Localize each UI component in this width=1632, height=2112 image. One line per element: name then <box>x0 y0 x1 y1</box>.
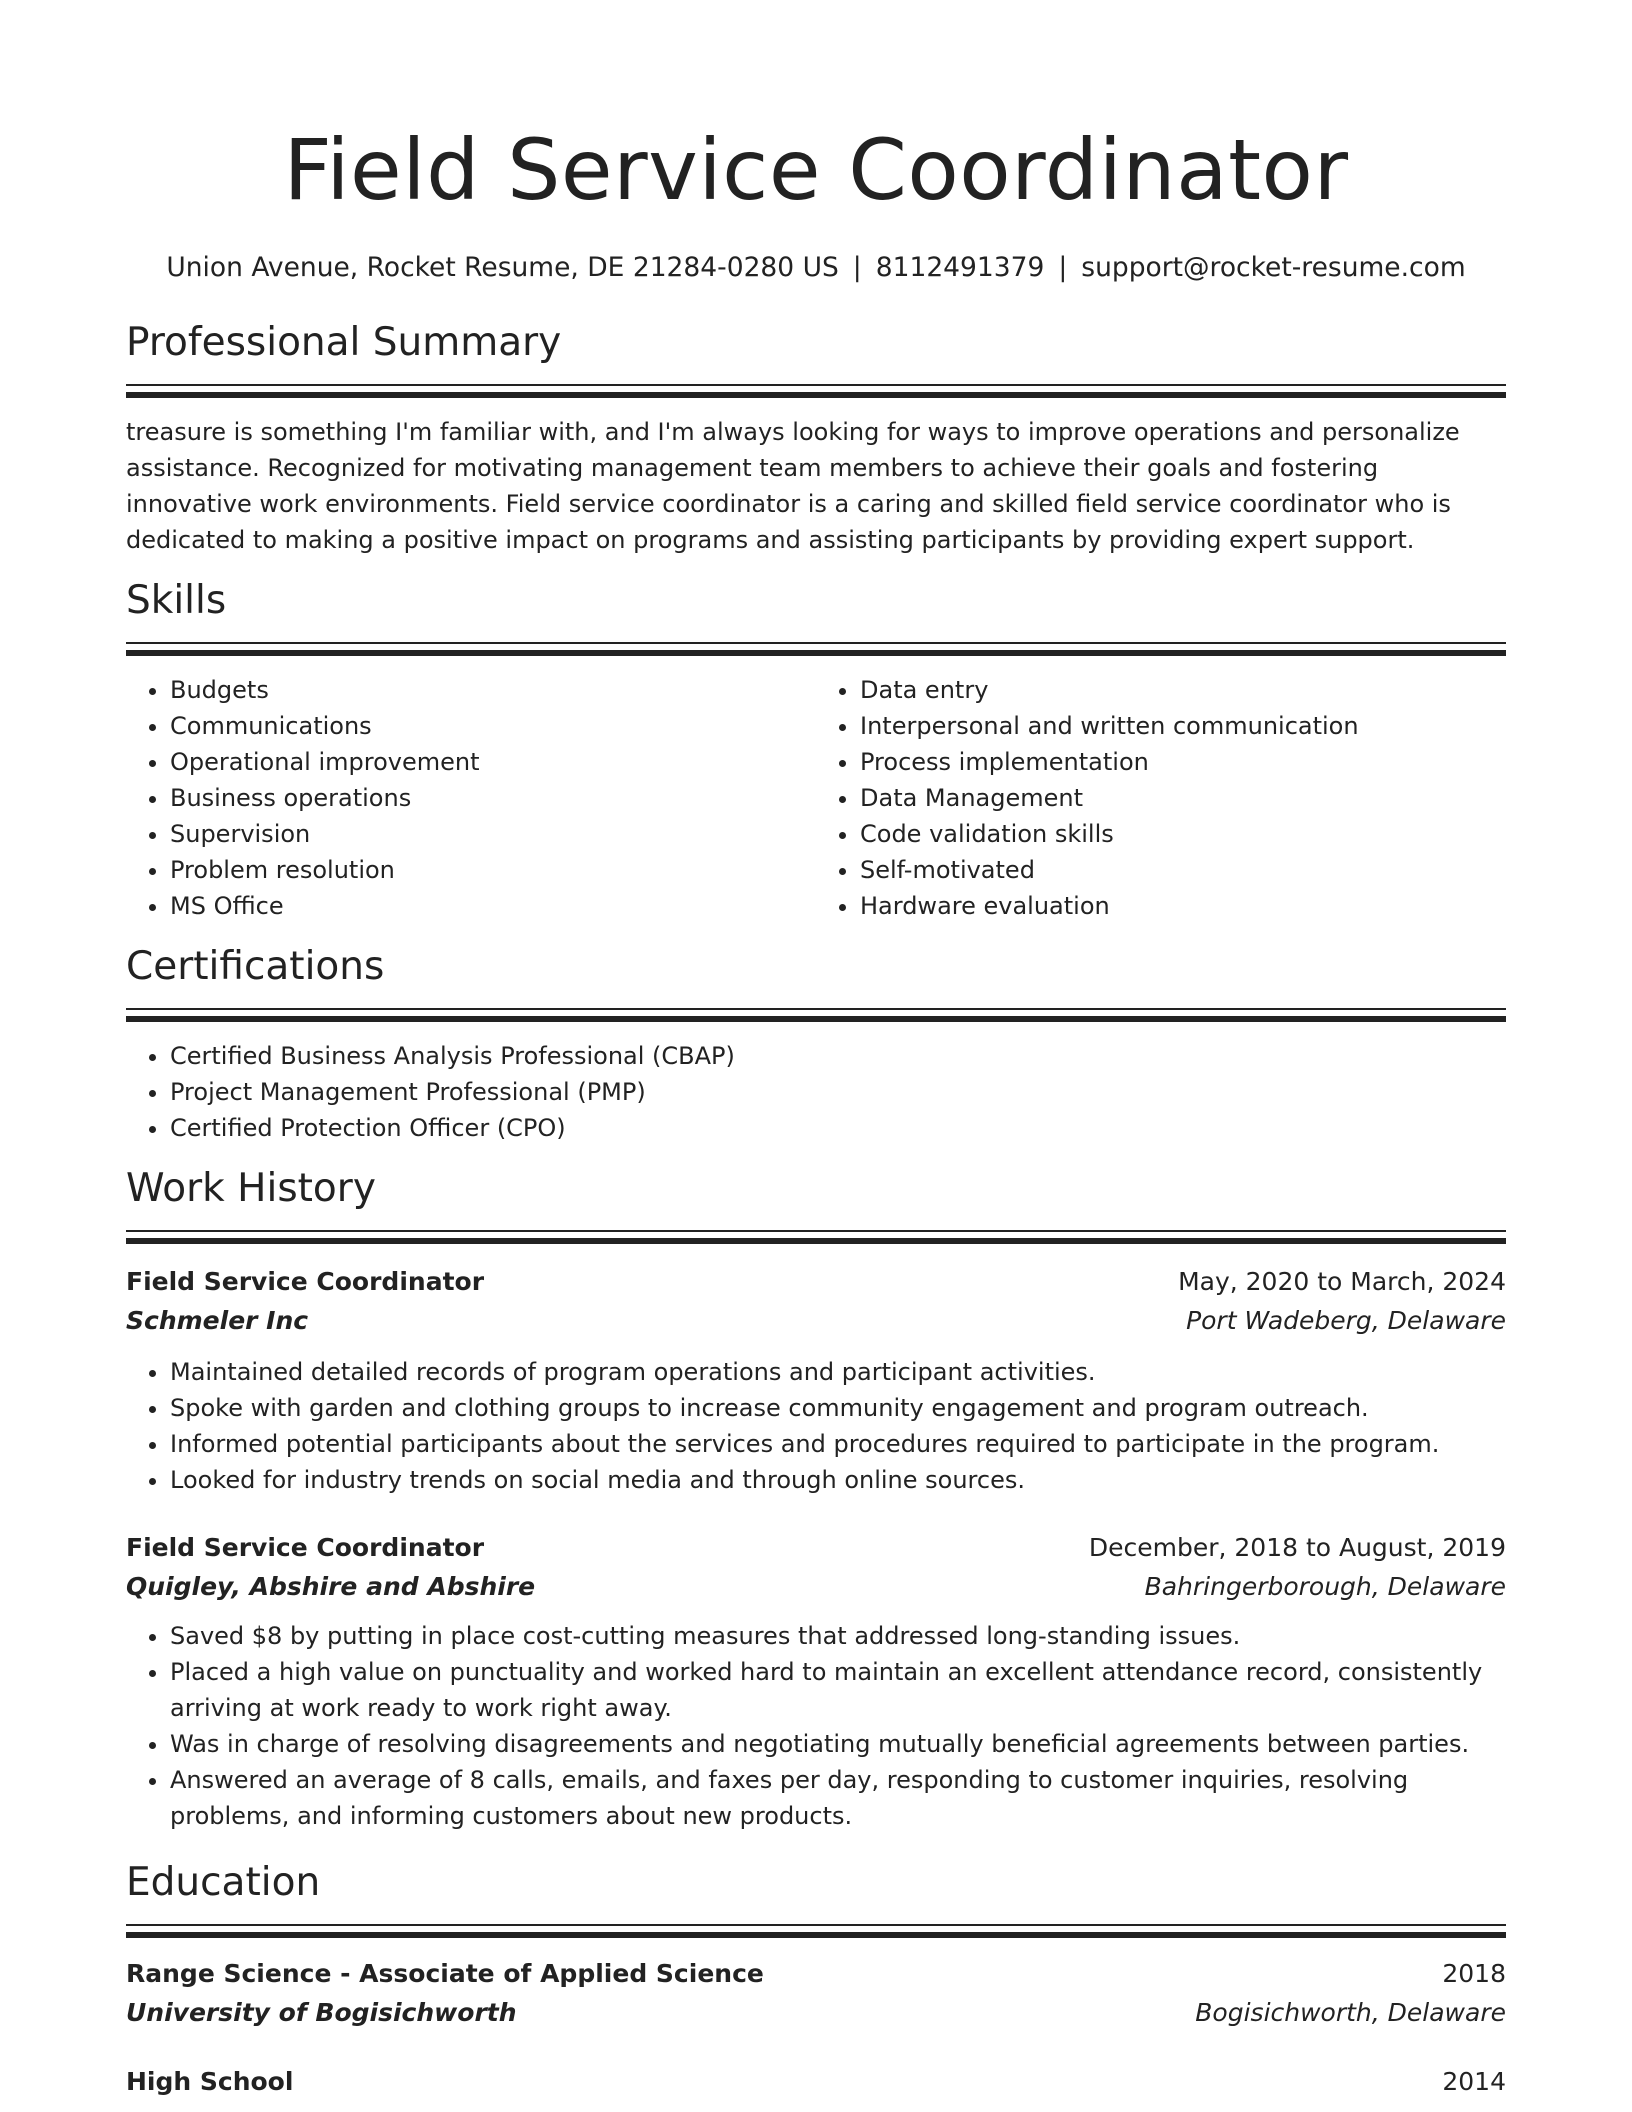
education-entry <box>126 1954 1506 2032</box>
skill-item: • Data Management <box>860 780 1506 816</box>
contact-separator: | <box>852 252 862 283</box>
job-duty: • Answered an average of 8 calls, emails, and faxes per day, responding to customer inquiries, resolving problems, and informing customers about new products. <box>170 1762 1506 1834</box>
certification-item: • Project Management Professional (PMP) <box>170 1074 1506 1110</box>
job-header <box>126 1262 1506 1301</box>
section-title-work-history: Work History <box>126 1166 376 1211</box>
skill-item: • Business operations <box>170 780 816 816</box>
certification-item: • Certified Protection Officer (CPO) <box>170 1110 1506 1146</box>
education-degree: Range Science - Associate of Applied Science <box>126 1959 764 1988</box>
section-divider <box>126 1924 1506 1938</box>
certifications-list <box>126 1038 1506 1146</box>
education-year: 2018 <box>1442 1959 1506 1988</box>
contact-separator: | <box>1058 252 1068 283</box>
job-company: Schmeler Inc <box>126 1306 309 1335</box>
job-dates: May, 2020 to March, 2024 <box>1178 1267 1506 1296</box>
job-duties <box>126 1618 1506 1834</box>
section-divider <box>126 642 1506 656</box>
skills-section <box>126 576 1506 924</box>
section-divider <box>126 384 1506 398</box>
skills-columns <box>126 656 1506 924</box>
job-dates: December, 2018 to August, 2019 <box>1088 1533 1506 1562</box>
skill-item: • Data entry <box>860 672 1506 708</box>
summary-section <box>126 318 1506 558</box>
skill-item: • Process implementation <box>860 744 1506 780</box>
education-subheader <box>126 1993 1506 2032</box>
skill-item: • MS Office <box>170 888 816 924</box>
education-header <box>126 2062 1506 2101</box>
section-divider <box>126 1008 1506 1022</box>
certification-item: • Certified Business Analysis Professional (CBAP) <box>170 1038 1506 1074</box>
job-subheader <box>126 1567 1506 1606</box>
job-duty: • Placed a high value on punctuality and worked hard to maintain an excellent attendance record, consistently arriving at work ready to work right away. <box>170 1654 1506 1726</box>
job-subheader <box>126 1301 1506 1340</box>
job-duty: • Maintained detailed records of program operations and participant activities. <box>170 1354 1506 1390</box>
section-divider <box>126 1230 1506 1244</box>
skill-item: • Operational improvement <box>170 744 816 780</box>
education-school: University of Bogisichworth <box>126 1998 517 2027</box>
skill-item: • Code validation skills <box>860 816 1506 852</box>
skill-item: • Self-motivated <box>860 852 1506 888</box>
skill-item: • Supervision <box>170 816 816 852</box>
contact-phone: 8112491379 <box>875 252 1045 283</box>
job-duty: • Spoke with garden and clothing groups to increase community engagement and program outreach. <box>170 1390 1506 1426</box>
contact-address: Union Avenue, Rocket Resume, DE 21284-0280 US <box>166 252 839 283</box>
job-entry <box>126 1262 1506 1498</box>
job-location: Port Wadeberg, Delaware <box>1186 1306 1506 1335</box>
job-duty: • Informed potential participants about the services and procedures required to participate in the program. <box>170 1426 1506 1462</box>
skills-list-left <box>126 672 816 924</box>
contact-email: support@rocket-resume.com <box>1081 252 1466 283</box>
section-title-education: Education <box>126 1860 321 1905</box>
job-title: Field Service Coordinator <box>126 1267 485 1296</box>
section-title-skills: Skills <box>126 578 227 623</box>
section-title-summary: Professional Summary <box>126 320 562 365</box>
job-company: Quigley, Abshire and Abshire <box>126 1572 536 1601</box>
job-duty: • Saved $8 by putting in place cost-cutting measures that addressed long-standing issues. <box>170 1618 1506 1654</box>
work-history-section <box>126 1164 1506 1834</box>
section-title-certifications: Certifications <box>126 944 385 989</box>
job-duty: • Was in charge of resolving disagreements and negotiating mutually beneficial agreements between parties. <box>170 1726 1506 1762</box>
education-entry <box>126 2062 1506 2101</box>
job-header <box>126 1528 1506 1567</box>
job-title: Field Service Coordinator <box>126 1533 485 1562</box>
skill-item: • Interpersonal and written communication <box>860 708 1506 744</box>
skills-list-right <box>816 672 1506 924</box>
summary-text: treasure is something I'm familiar with, and I'm always looking for ways to improve operations and personalize assistance. Recognized for motivating management team members to achieve their goals and fostering innovative work environments. Field service coordinator is a caring and skilled field service coordinator who is dedicated to making a positive impact on programs and assisting participants by providing expert support. <box>126 418 1460 554</box>
contact-line <box>126 250 1506 286</box>
job-entry <box>126 1528 1506 1834</box>
certifications-section <box>126 942 1506 1146</box>
candidate-name: Field Service Coordinator <box>283 121 1349 219</box>
job-duty: • Looked for industry trends on social media and through online sources. <box>170 1462 1506 1498</box>
education-header <box>126 1954 1506 1993</box>
education-location: Bogisichworth, Delaware <box>1195 1998 1506 2027</box>
skill-item: • Hardware evaluation <box>860 888 1506 924</box>
skill-item: • Budgets <box>170 672 816 708</box>
skill-item: • Problem resolution <box>170 852 816 888</box>
education-section <box>126 1858 1506 2101</box>
job-duties <box>126 1354 1506 1498</box>
job-location: Bahringerborough, Delaware <box>1144 1572 1506 1601</box>
skill-item: • Communications <box>170 708 816 744</box>
education-year: 2014 <box>1442 2067 1506 2096</box>
education-degree: High School <box>126 2067 294 2096</box>
